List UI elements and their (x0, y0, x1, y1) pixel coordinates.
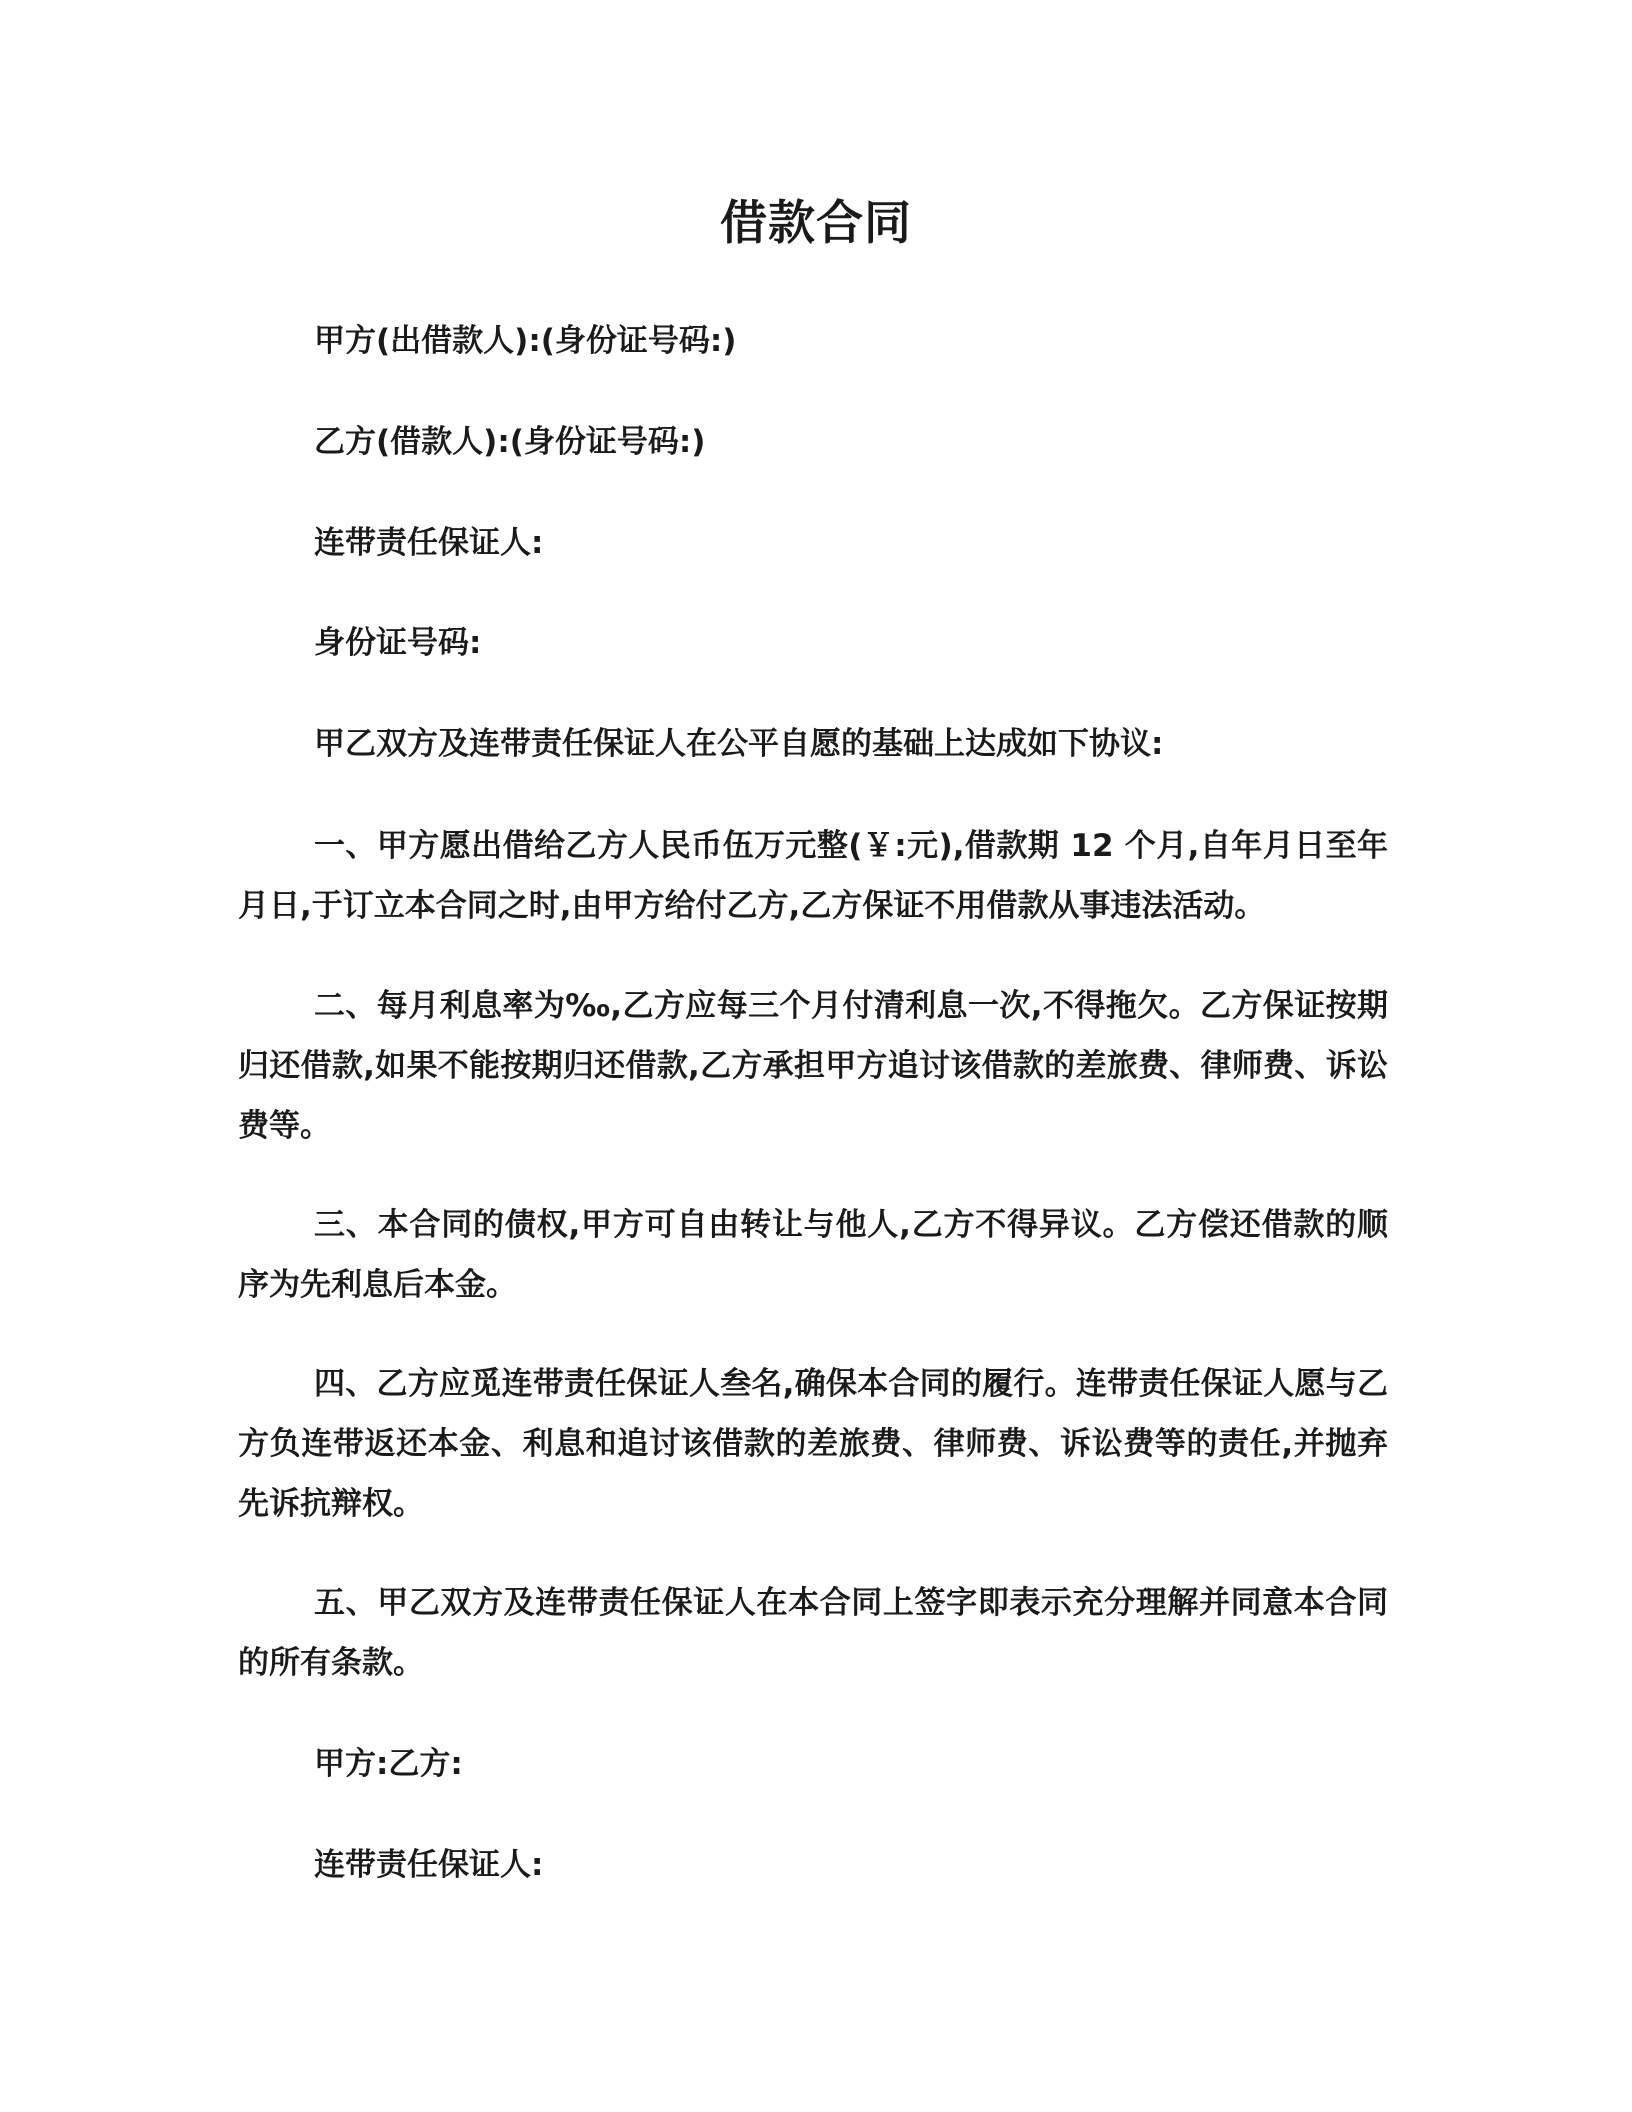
clause-1: 一、甲方愿出借给乙方人民币伍万元整(￥:元),借款期 12 个月,自年月日至年月日,于订立本合同之时,由甲方给付乙方,乙方保证不用借款从事违法活动。 (238, 828, 1388, 924)
party-b-line: 乙方(借款人):(身份证号码:) (314, 424, 706, 460)
clause-3: 三、本合同的债权,甲方可自由转让与他人,乙方不得异议。乙方偿还借款的顺序为先利息后本金。 (238, 1207, 1388, 1303)
preamble-line: 甲乙双方及连带责任保证人在公平自愿的基础上达成如下协议: (314, 726, 1164, 762)
party-a-line: 甲方(出借款人):(身份证号码:) (314, 323, 737, 359)
id-number-line: 身份证号码: (314, 625, 482, 661)
clause-4: 四、乙方应觅连带责任保证人叁名,确保本合同的履行。连带责任保证人愿与乙方负连带返还本金、利息和追讨该借款的差旅费、律师费、诉讼费等的责任,并抛弃先诉抗辩权。 (238, 1366, 1388, 1522)
clause-2: 二、每月利息率为‰,乙方应每三个月付清利息一次,不得拖欠。乙方保证按期归还借款,如果不能按期归还借款,乙方承担甲方追讨该借款的差旅费、律师费、诉讼费等。 (238, 988, 1388, 1144)
clause-5: 五、甲乙双方及连带责任保证人在本合同上签字即表示充分理解并同意本合同的所有条款。 (238, 1585, 1388, 1681)
signature-parties-line: 甲方:乙方: (314, 1746, 463, 1782)
guarantor-line: 连带责任保证人: (314, 525, 544, 561)
document-title: 借款合同 (720, 196, 912, 251)
signature-guarantor-line: 连带责任保证人: (314, 1847, 544, 1883)
